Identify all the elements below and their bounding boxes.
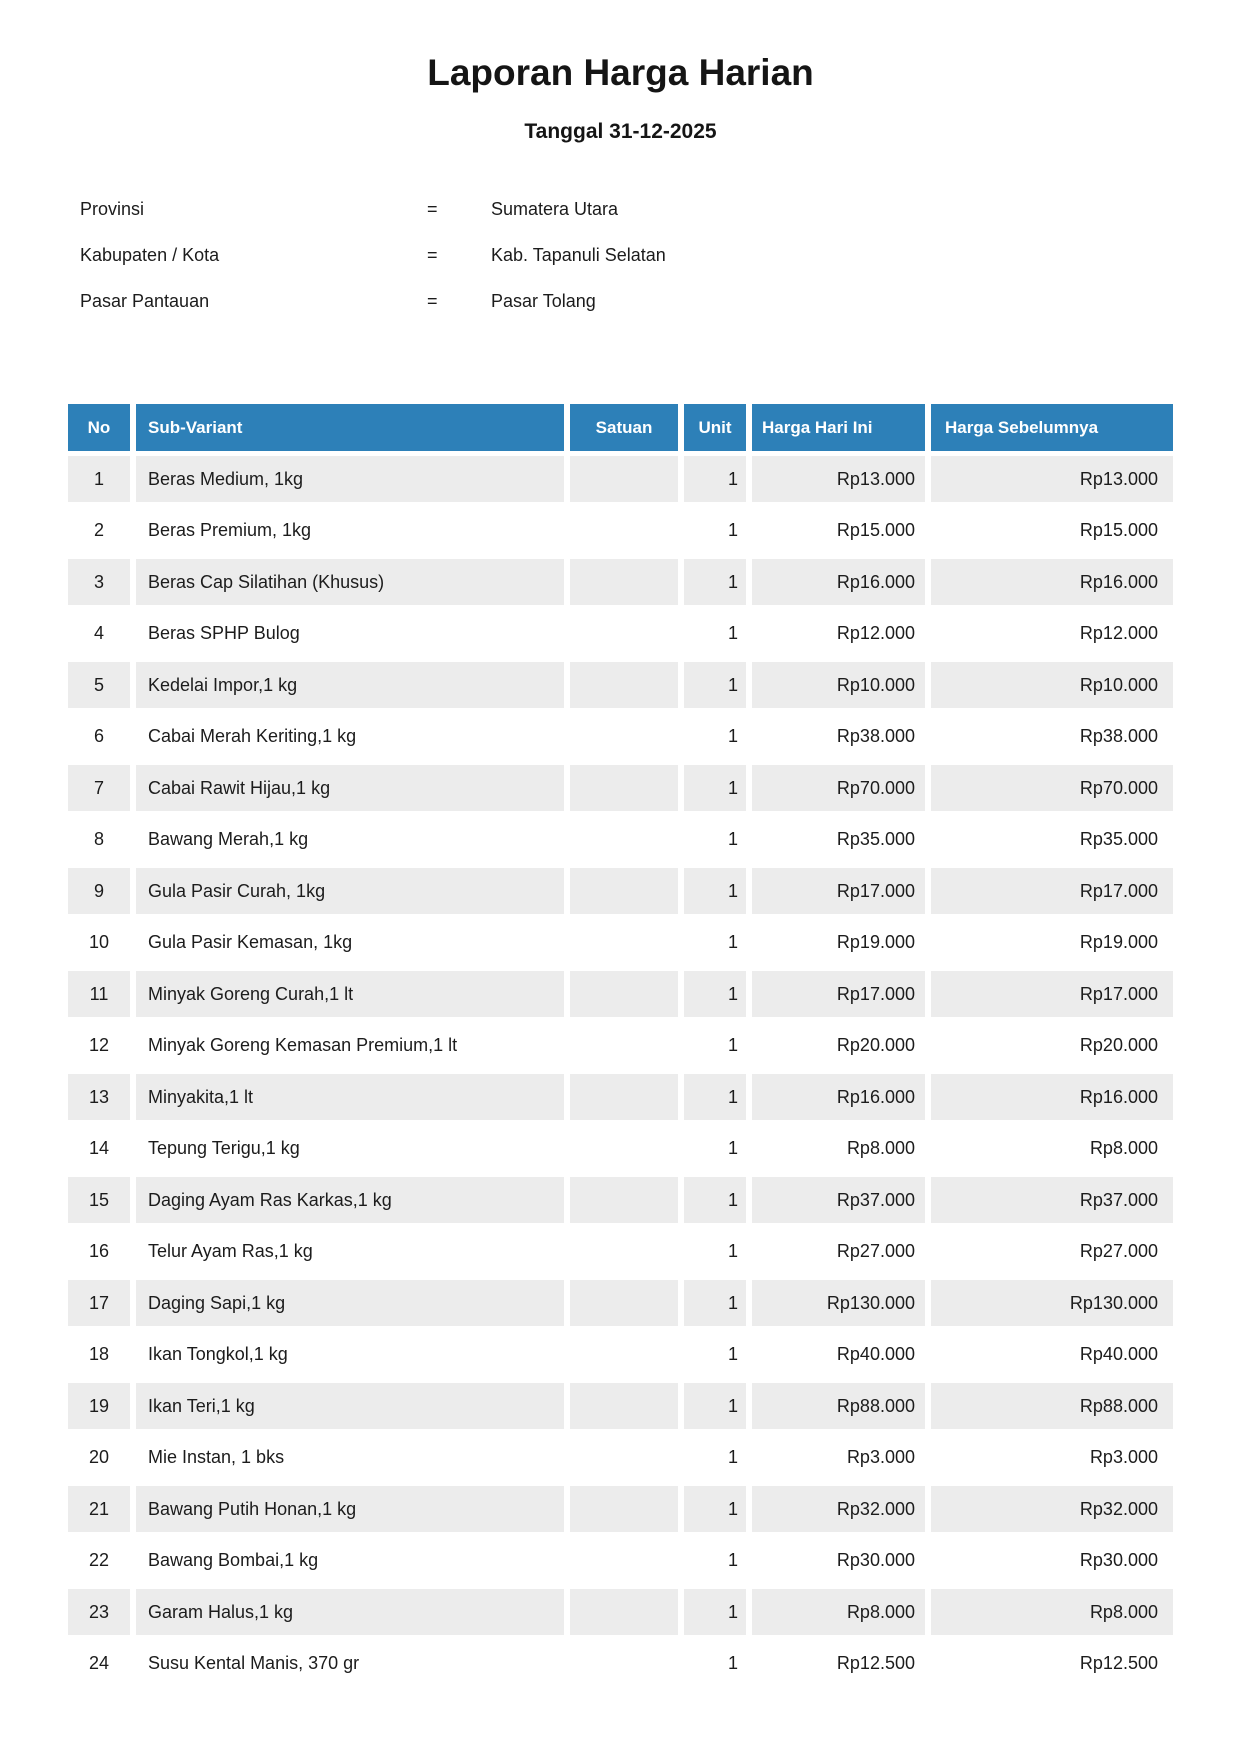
sub-variant-name: Gula Pasir Curah, 1kg — [136, 868, 564, 914]
row-number: 13 — [68, 1074, 130, 1120]
row-number: 14 — [68, 1126, 130, 1172]
sub-variant-name: Telur Ayam Ras,1 kg — [136, 1229, 564, 1275]
row-number: 16 — [68, 1229, 130, 1275]
table-row — [68, 817, 1173, 863]
unit-value: 1 — [684, 1074, 746, 1120]
row-number: 24 — [68, 1641, 130, 1687]
unit-value: 1 — [684, 1126, 746, 1172]
unit-value: 1 — [684, 1280, 746, 1326]
harga-hari-ini-value: Rp30.000 — [752, 1538, 925, 1584]
satuan-value — [570, 1641, 678, 1687]
info-row-provinsi — [80, 198, 1241, 220]
row-number: 8 — [68, 817, 130, 863]
harga-sebelumnya-value: Rp17.000 — [931, 868, 1173, 914]
table-row — [68, 1023, 1173, 1069]
unit-value: 1 — [684, 662, 746, 708]
satuan-value — [570, 662, 678, 708]
harga-hari-ini-value: Rp17.000 — [752, 971, 925, 1017]
table-row — [68, 1486, 1173, 1532]
harga-sebelumnya-value: Rp13.000 — [931, 456, 1173, 502]
row-number: 11 — [68, 971, 130, 1017]
satuan-value — [570, 1074, 678, 1120]
harga-sebelumnya-value: Rp10.000 — [931, 662, 1173, 708]
satuan-value — [570, 765, 678, 811]
sub-variant-name: Beras Premium, 1kg — [136, 508, 564, 554]
info-row-kabupaten-kota — [80, 244, 1241, 266]
table-row — [68, 1435, 1173, 1481]
harga-hari-ini-value: Rp15.000 — [752, 508, 925, 554]
harga-hari-ini-value: Rp10.000 — [752, 662, 925, 708]
unit-value: 1 — [684, 714, 746, 760]
row-number: 7 — [68, 765, 130, 811]
harga-sebelumnya-value: Rp32.000 — [931, 1486, 1173, 1532]
header-cell-harga-hari-ini: Harga Hari Ini — [752, 404, 925, 451]
harga-sebelumnya-value: Rp70.000 — [931, 765, 1173, 811]
info-value: Sumatera Utara — [491, 199, 619, 219]
harga-hari-ini-value: Rp17.000 — [752, 868, 925, 914]
unit-value: 1 — [684, 1538, 746, 1584]
table-row — [68, 1332, 1173, 1378]
equals-sign: = — [427, 291, 438, 311]
table-row — [68, 920, 1173, 966]
sub-variant-name: Minyak Goreng Kemasan Premium,1 lt — [136, 1023, 564, 1069]
info-label: Provinsi — [80, 199, 145, 219]
table-row — [68, 1126, 1173, 1172]
satuan-value — [570, 1332, 678, 1378]
info-value: Pasar Tolang — [491, 291, 596, 311]
harga-sebelumnya-value: Rp35.000 — [931, 817, 1173, 863]
sub-variant-name: Ikan Tongkol,1 kg — [136, 1332, 564, 1378]
report-info-block — [80, 198, 1241, 312]
sub-variant-name: Bawang Putih Honan,1 kg — [136, 1486, 564, 1532]
satuan-value — [570, 1538, 678, 1584]
satuan-value — [570, 1177, 678, 1223]
info-label: Kabupaten / Kota — [80, 245, 220, 265]
unit-value: 1 — [684, 1332, 746, 1378]
harga-sebelumnya-value: Rp19.000 — [931, 920, 1173, 966]
harga-sebelumnya-value: Rp40.000 — [931, 1332, 1173, 1378]
unit-value: 1 — [684, 920, 746, 966]
info-row-pasar-pantauan — [80, 290, 1241, 312]
row-number: 2 — [68, 508, 130, 554]
satuan-value — [570, 1229, 678, 1275]
row-number: 1 — [68, 456, 130, 502]
harga-sebelumnya-value: Rp27.000 — [931, 1229, 1173, 1275]
header-cell-unit: Unit — [684, 404, 746, 451]
satuan-value — [570, 714, 678, 760]
row-number: 12 — [68, 1023, 130, 1069]
satuan-value — [570, 868, 678, 914]
row-number: 20 — [68, 1435, 130, 1481]
table-row — [68, 662, 1173, 708]
satuan-value — [570, 1280, 678, 1326]
sub-variant-name: Cabai Rawit Hijau,1 kg — [136, 765, 564, 811]
harga-sebelumnya-value: Rp130.000 — [931, 1280, 1173, 1326]
harga-sebelumnya-value: Rp38.000 — [931, 714, 1173, 760]
harga-hari-ini-value: Rp8.000 — [752, 1589, 925, 1635]
row-number: 6 — [68, 714, 130, 760]
harga-hari-ini-value: Rp20.000 — [752, 1023, 925, 1069]
row-number: 10 — [68, 920, 130, 966]
info-label: Pasar Pantauan — [80, 291, 210, 311]
harga-sebelumnya-value: Rp12.500 — [931, 1641, 1173, 1687]
harga-sebelumnya-value: Rp12.000 — [931, 611, 1173, 657]
harga-hari-ini-value: Rp8.000 — [752, 1126, 925, 1172]
row-number: 22 — [68, 1538, 130, 1584]
row-number: 9 — [68, 868, 130, 914]
harga-hari-ini-value: Rp88.000 — [752, 1383, 925, 1429]
satuan-value — [570, 611, 678, 657]
harga-hari-ini-value: Rp40.000 — [752, 1332, 925, 1378]
row-number: 17 — [68, 1280, 130, 1326]
sub-variant-name: Mie Instan, 1 bks — [136, 1435, 564, 1481]
price-table — [68, 404, 1173, 1687]
harga-hari-ini-value: Rp12.500 — [752, 1641, 925, 1687]
sub-variant-name: Garam Halus,1 kg — [136, 1589, 564, 1635]
harga-hari-ini-value: Rp27.000 — [752, 1229, 925, 1275]
table-row — [68, 1589, 1173, 1635]
unit-value: 1 — [684, 817, 746, 863]
unit-value: 1 — [684, 1383, 746, 1429]
unit-value: 1 — [684, 971, 746, 1017]
harga-hari-ini-value: Rp19.000 — [752, 920, 925, 966]
table-row — [68, 559, 1173, 605]
row-number: 5 — [68, 662, 130, 708]
row-number: 19 — [68, 1383, 130, 1429]
sub-variant-name: Beras Medium, 1kg — [136, 456, 564, 502]
table-row — [68, 1074, 1173, 1120]
header-cell-no: No — [68, 404, 130, 451]
sub-variant-name: Minyak Goreng Curah,1 lt — [136, 971, 564, 1017]
unit-value: 1 — [684, 508, 746, 554]
table-row — [68, 611, 1173, 657]
info-value: Kab. Tapanuli Selatan — [491, 245, 666, 265]
satuan-value — [570, 971, 678, 1017]
harga-sebelumnya-value: Rp17.000 — [931, 971, 1173, 1017]
unit-value: 1 — [684, 1177, 746, 1223]
harga-sebelumnya-value: Rp16.000 — [931, 559, 1173, 605]
header-cell-harga-sebelumnya: Harga Sebelumnya — [931, 404, 1173, 451]
row-number: 18 — [68, 1332, 130, 1378]
satuan-value — [570, 456, 678, 502]
sub-variant-name: Susu Kental Manis, 370 gr — [136, 1641, 564, 1687]
harga-hari-ini-value: Rp16.000 — [752, 559, 925, 605]
page-title: Laporan Harga Harian — [427, 52, 814, 93]
satuan-value — [570, 1023, 678, 1069]
sub-variant-name: Daging Ayam Ras Karkas,1 kg — [136, 1177, 564, 1223]
equals-sign: = — [427, 199, 438, 219]
row-number: 23 — [68, 1589, 130, 1635]
harga-sebelumnya-value: Rp8.000 — [931, 1126, 1173, 1172]
equals-sign: = — [427, 245, 438, 265]
unit-value: 1 — [684, 765, 746, 811]
table-row — [68, 1538, 1173, 1584]
report-date: Tanggal 31-12-2025 — [524, 120, 717, 143]
table-row — [68, 1641, 1173, 1687]
harga-hari-ini-value: Rp130.000 — [752, 1280, 925, 1326]
table-body — [68, 456, 1173, 1687]
table-row — [68, 1383, 1173, 1429]
harga-sebelumnya-value: Rp37.000 — [931, 1177, 1173, 1223]
sub-variant-name: Minyakita,1 lt — [136, 1074, 564, 1120]
satuan-value — [570, 1126, 678, 1172]
harga-hari-ini-value: Rp35.000 — [752, 817, 925, 863]
table-row — [68, 1280, 1173, 1326]
table-row — [68, 508, 1173, 554]
sub-variant-name: Bawang Merah,1 kg — [136, 817, 564, 863]
sub-variant-name: Cabai Merah Keriting,1 kg — [136, 714, 564, 760]
harga-hari-ini-value: Rp70.000 — [752, 765, 925, 811]
satuan-value — [570, 1383, 678, 1429]
table-header-row — [68, 404, 1173, 451]
table-row — [68, 971, 1173, 1017]
sub-variant-name: Tepung Terigu,1 kg — [136, 1126, 564, 1172]
unit-value: 1 — [684, 1486, 746, 1532]
sub-variant-name: Beras SPHP Bulog — [136, 611, 564, 657]
satuan-value — [570, 817, 678, 863]
unit-value: 1 — [684, 1023, 746, 1069]
harga-hari-ini-value: Rp37.000 — [752, 1177, 925, 1223]
unit-value: 1 — [684, 559, 746, 605]
harga-hari-ini-value: Rp38.000 — [752, 714, 925, 760]
unit-value: 1 — [684, 611, 746, 657]
table-row — [68, 1177, 1173, 1223]
sub-variant-name: Bawang Bombai,1 kg — [136, 1538, 564, 1584]
harga-hari-ini-value: Rp32.000 — [752, 1486, 925, 1532]
row-number: 15 — [68, 1177, 130, 1223]
satuan-value — [570, 1589, 678, 1635]
table-row — [68, 714, 1173, 760]
table-row — [68, 765, 1173, 811]
unit-value: 1 — [684, 456, 746, 502]
satuan-value — [570, 1435, 678, 1481]
harga-hari-ini-value: Rp13.000 — [752, 456, 925, 502]
row-number: 4 — [68, 611, 130, 657]
harga-sebelumnya-value: Rp20.000 — [931, 1023, 1173, 1069]
unit-value: 1 — [684, 1229, 746, 1275]
sub-variant-name: Gula Pasir Kemasan, 1kg — [136, 920, 564, 966]
satuan-value — [570, 559, 678, 605]
header-cell-satuan: Satuan — [570, 404, 678, 451]
unit-value: 1 — [684, 1435, 746, 1481]
sub-variant-name: Kedelai Impor,1 kg — [136, 662, 564, 708]
unit-value: 1 — [684, 1641, 746, 1687]
unit-value: 1 — [684, 1589, 746, 1635]
sub-variant-name: Beras Cap Silatihan (Khusus) — [136, 559, 564, 605]
satuan-value — [570, 920, 678, 966]
harga-sebelumnya-value: Rp3.000 — [931, 1435, 1173, 1481]
row-number: 21 — [68, 1486, 130, 1532]
unit-value: 1 — [684, 868, 746, 914]
table-row — [68, 1229, 1173, 1275]
harga-hari-ini-value: Rp3.000 — [752, 1435, 925, 1481]
harga-sebelumnya-value: Rp15.000 — [931, 508, 1173, 554]
harga-hari-ini-value: Rp16.000 — [752, 1074, 925, 1120]
harga-sebelumnya-value: Rp8.000 — [931, 1589, 1173, 1635]
harga-sebelumnya-value: Rp16.000 — [931, 1074, 1173, 1120]
satuan-value — [570, 508, 678, 554]
row-number: 3 — [68, 559, 130, 605]
satuan-value — [570, 1486, 678, 1532]
table-row — [68, 456, 1173, 502]
harga-sebelumnya-value: Rp30.000 — [931, 1538, 1173, 1584]
sub-variant-name: Ikan Teri,1 kg — [136, 1383, 564, 1429]
header-cell-sub-variant: Sub-Variant — [136, 404, 564, 451]
harga-hari-ini-value: Rp12.000 — [752, 611, 925, 657]
harga-sebelumnya-value: Rp88.000 — [931, 1383, 1173, 1429]
sub-variant-name: Daging Sapi,1 kg — [136, 1280, 564, 1326]
table-row — [68, 868, 1173, 914]
